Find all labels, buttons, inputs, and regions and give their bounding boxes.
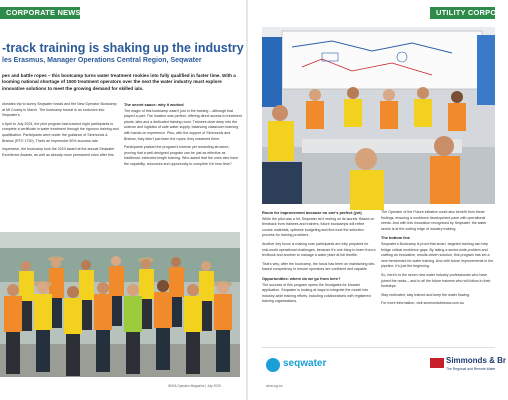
paragraph: The Operator of the Future initiative could also benefit from these findings, ensuring a workforce development pace with operational needs. And with this innovation recognised by Seqwater, the water sector is at the cutting edge of industry training. — [381, 210, 487, 231]
paragraph: Stay motivated, stay trained and keep the water flowing. — [381, 292, 471, 297]
simmonds-bristow-logo — [430, 354, 507, 378]
article-intro: pes and battle ropes – this bootcamp turns water treatment rookies into fully qualified in faster time. With a looming national shortage of 1500 treatment operators over the next the water industry must explore innovative solutions to meet the growing demand for skilled ials. — [2, 73, 236, 91]
paragraph: Another key focus is making sure participants are fully prepared for real-world operational challenges, because it's one thing to learn from a textbook and another to manage a water plant at full throttle. — [262, 241, 376, 258]
paragraph: n April to July 2024, the pilot program fast-tracked eight participants to complete a certificate in water treatment through the rigorous training and qualification. Participants were under the guidance of Simmonds & Bristow (RTO 1730). That's an impressive 50% success rate. — [2, 121, 119, 143]
logo-divider — [262, 347, 495, 348]
left-footer: WIOA Operator Magazine | July 2025 — [168, 384, 221, 388]
section-tab-utility-corporate: UTILITY CORPORA — [430, 7, 495, 19]
paragraph: That's why, after the bootcamp, the focus has been on maintaining site-based competency to ensure operators are confident and capable. — [262, 261, 376, 272]
section-tab-corporate-news: CORPORATE NEWS — [0, 7, 80, 19]
right-footer: wioa.org.au — [266, 384, 283, 388]
page-gutter — [246, 0, 248, 400]
subheading: The secret sauce: why it worked — [124, 102, 184, 107]
left-column-1 — [2, 102, 120, 252]
group-photo — [0, 232, 240, 377]
right-column-1 — [262, 210, 376, 345]
classroom-photo — [262, 27, 495, 204]
right-column-2 — [381, 210, 495, 345]
subheading: Room for improvement because no one's perfect (yet) — [262, 210, 362, 215]
seqwater-logo — [266, 355, 346, 377]
subheading: Opportunities: where do we go from here? — [262, 275, 341, 281]
simmonds-bristow-logo-text: Simmonds & Br — [446, 356, 507, 365]
left-column-2 — [124, 102, 242, 252]
seqwater-logo-icon — [266, 358, 280, 372]
paragraph: Participants praised the program's intense yet rewarding structure, proving that a well-designed program can be just as effective as traditional, extended length training. Who asked that the ones who have the capability, resources and opportunity to complete it in less time? — [124, 145, 239, 166]
simmonds-bristow-tagline: The Regional and Remote Water — [446, 367, 496, 371]
paragraph: For more information, visit simmondsbristow.com.au — [381, 301, 464, 306]
paragraph: okmates trip to sunny Seqwater heads and the New Operator Bootcamp at Mt Crosby in March. The bootcamp format is an exclusive into Seqwater's. — [2, 102, 117, 118]
simmonds-bristow-logo-icon — [430, 358, 444, 368]
paragraph: The magic of this bootcamp wasn't just in the training – although that played a part. The location was perfect, offering direct access to treatment plants, labs and a dedicated training room. Trainees dove deep into the science and logistics of safe water supply, balancing classroom learning with hands-on experience. Plus, with the support of Simmonds and Bristow, they didn't just learn the ropes, they mastered them. — [124, 108, 242, 141]
paragraph: So, here's to the seven new water industry professionals who have joined the ranks – and to all the future trainees who will follow in their footsteps. — [381, 272, 491, 289]
paragraph: The success of this program opens the floodgates for broader application. Seqwater is looking at ways to integrate the model into industry-wide training efforts, including collaborations with registered training organisations. — [262, 282, 371, 304]
paragraph: Seqwater's Bootcamp is proof that smart, targeted training can help bridge critical workforce gaps. By taking a sector-wide problem and crafting an innovative, results-driven solution, this program has set a new benchmark for water training. And with future improvements in the pipeline, it's just the beginning. — [381, 241, 494, 269]
paragraph: impressive, the bootcamp took the 2024 award at the annual Seqwater Excellence Awards, as well as already more permanent roles after this. — [2, 147, 115, 157]
paragraph: While the pilot was a hit, Seqwater isn't resting on its laurels. Based on feedback from trainees and trainers, future bootcamps will refine course materials, optimise budgeting and fine-tune the selection process for training providers. — [262, 216, 375, 238]
seqwater-logo-text: seqwater — [283, 358, 327, 369]
subheading: The bottom line — [381, 235, 410, 241]
article-byline: les Erasmus, Manager Operations Central Region, Seqwater — [2, 57, 202, 64]
article-headline: -track training is shaking up the industry — [2, 41, 244, 55]
